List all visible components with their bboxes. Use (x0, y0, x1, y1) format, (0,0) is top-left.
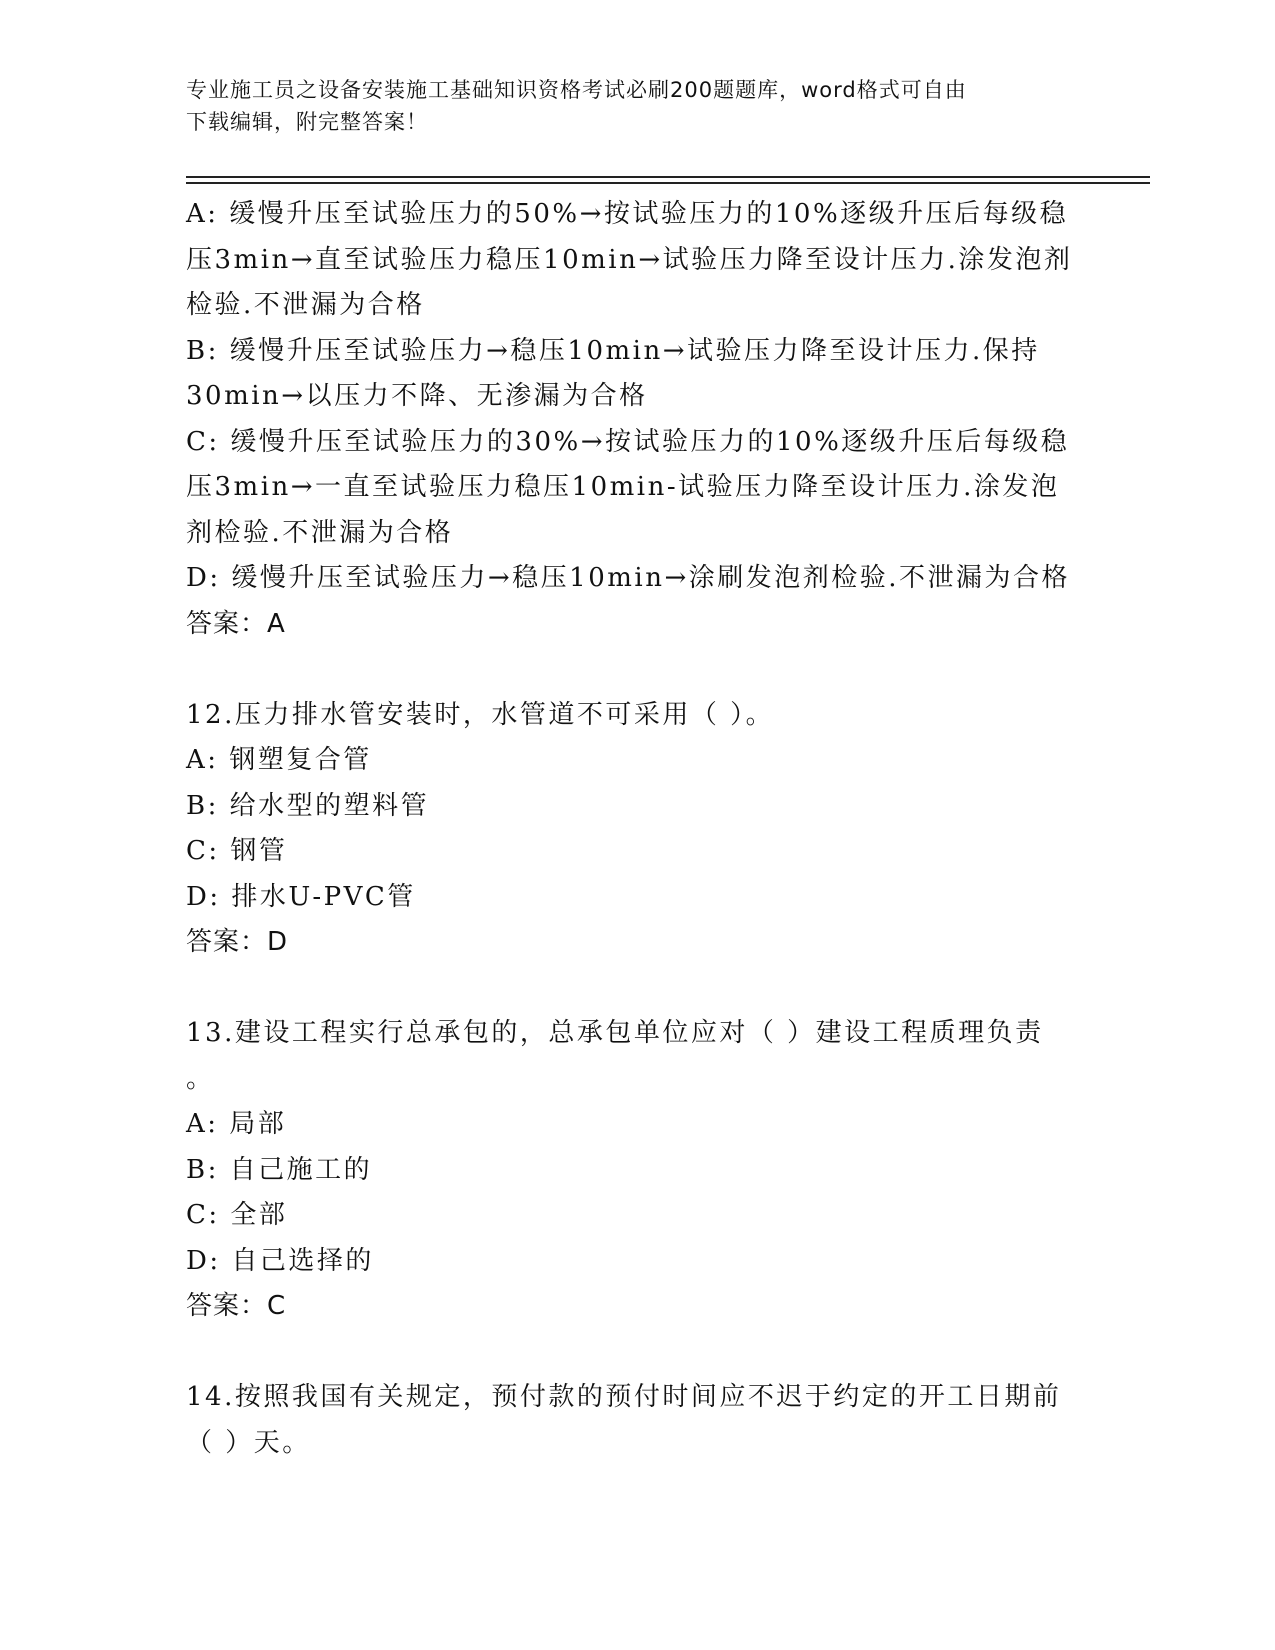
question-text-line-2: 。 (186, 1063, 215, 1094)
option-b: B: 给水型的塑料管 (186, 790, 430, 821)
option-b-line-2: 30min→以压力不降、无渗漏为合格 (186, 381, 648, 411)
answer-line: 答案：A (186, 608, 286, 639)
document-header (186, 74, 1086, 138)
spacer (186, 1330, 1086, 1376)
option-d-line: D: 缓慢升压至试验压力→稳压10min→涂刷发泡剂检验.不泄漏为合格 (186, 563, 1071, 593)
option-c-line-1: C: 缓慢升压至试验压力的30%→按试验压力的10%逐级升压后每级稳 (186, 426, 1070, 457)
option-b: B: 自己施工的 (186, 1154, 373, 1185)
question-12 (186, 693, 1086, 966)
option-b-line-1: B: 缓慢升压至试验压力→稳压10min→试验压力降至设计压力.保持 (186, 335, 1040, 366)
question-11-options (186, 192, 1086, 647)
question-14 (186, 1375, 1086, 1466)
option-c: C: 全部 (186, 1200, 288, 1230)
option-a-line-2: 压3min→直至试验压力稳压10min→试验压力降至设计压力.涂发泡剂 (186, 244, 1073, 275)
option-c-line-2: 压3min→一直至试验压力稳压10min-试验压力降至设计压力.涂发泡 (186, 472, 1060, 502)
question-text: 12.压力排水管安装时，水管道不可采用（ ）。 (186, 699, 775, 730)
header-line-1: 专业施工员之设备安装施工基础知识资格考试必刷200题题库，word格式可自由 (186, 78, 967, 102)
header-rule-bottom (186, 182, 1150, 184)
option-a: A: 钢塑复合管 (186, 745, 372, 775)
option-a-line-1: A: 缓慢升压至试验压力的50%→按试验压力的10%逐级升压后每级稳 (186, 199, 1069, 229)
question-13 (186, 1011, 1086, 1330)
option-a: A: 局部 (186, 1109, 287, 1139)
option-d: D: 自己选择的 (186, 1245, 374, 1276)
answer-line: 答案：C (186, 1291, 287, 1321)
answer-line: 答案：D (186, 927, 289, 957)
question-text-line-1: 13.建设工程实行总承包的，总承包单位应对（ ）建设工程质理负责 (186, 1018, 1044, 1048)
spacer (186, 966, 1086, 1012)
question-content (186, 192, 1086, 1466)
question-text-line-2: （ ）天。 (186, 1427, 311, 1458)
spacer (186, 647, 1086, 693)
header-rule-top (186, 176, 1150, 178)
option-c: C: 钢管 (186, 836, 288, 866)
header-line-2: 下载编辑，附完整答案！ (186, 110, 428, 134)
option-d: D: 排水U-PVC管 (186, 881, 416, 912)
option-a-line-3: 检验.不泄漏为合格 (186, 290, 425, 320)
option-c-line-3: 剂检验.不泄漏为合格 (186, 517, 454, 548)
question-text-line-1: 14.按照我国有关规定，预付款的预付时间应不迟于约定的开工日期前 (186, 1382, 1062, 1412)
